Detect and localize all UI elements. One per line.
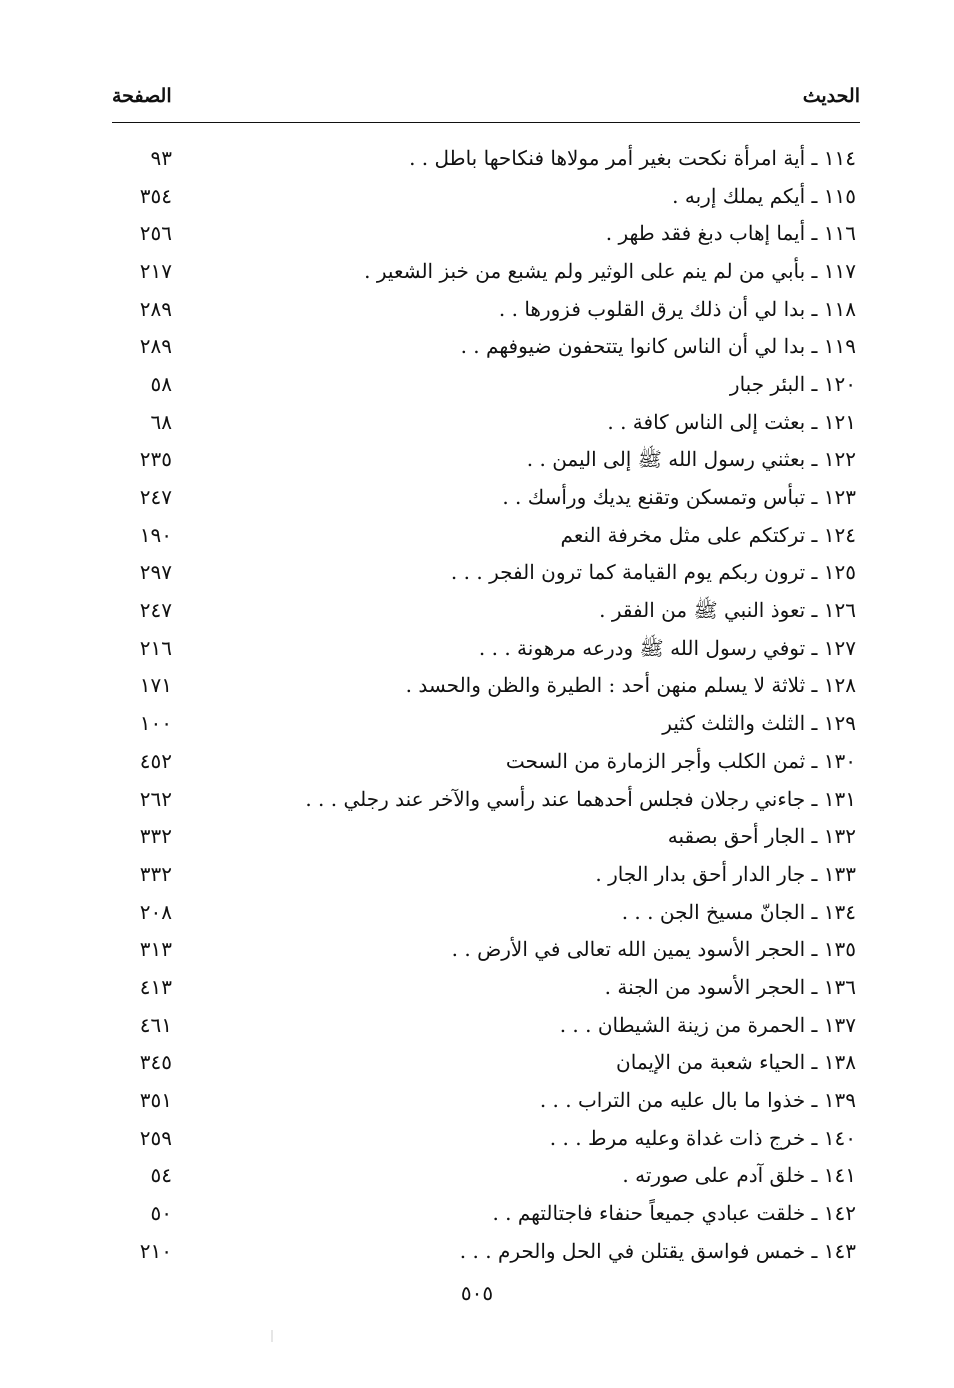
hadith-text: ١١٩ ـ بدا لي أن الناس كانوا يتتحفون ضيوفهم . .	[460, 334, 856, 359]
page-reference: ٤٦١	[139, 1012, 172, 1037]
page-reference: ٣١٣	[139, 937, 172, 962]
table-header	[112, 78, 860, 114]
index-entry	[112, 554, 860, 592]
hadith-text: ١٢٥ ـ ترون ربكم يوم القيامة كما ترون الفجر . . .	[450, 560, 856, 585]
index-entry	[112, 290, 860, 328]
page-reference: ٣٤٥	[139, 1050, 172, 1075]
hadith-text: ١٢٦ ـ تعوذ النبي ﷺ من الفقر .	[599, 598, 856, 623]
page-reference: ٢٠٨	[139, 899, 172, 924]
scan-mark	[271, 1330, 273, 1342]
hadith-text: ١٢٧ ـ توفي رسول الله ﷺ ودرعه مرهونة . . .	[478, 635, 856, 660]
page-reference: ٣٣٢	[139, 861, 172, 886]
page-reference: ٥٨	[150, 371, 172, 396]
page-number: ٥٠٥	[460, 1281, 494, 1305]
index-entry	[112, 930, 860, 968]
index-entry	[112, 780, 860, 818]
index-entry	[112, 855, 860, 893]
page-reference: ٢٤٧	[139, 598, 172, 623]
hadith-text: ١٤٠ ـ خرج ذات غداة وعليه مرط . . .	[549, 1125, 856, 1150]
page-reference: ٢٦٢	[139, 786, 172, 811]
page-reference: ٦٨	[150, 409, 172, 434]
index-entry	[112, 365, 860, 403]
page-reference: ٥٤	[150, 1163, 172, 1188]
hadith-text: ١٢٩ ـ الثلث والثلث كثير	[662, 711, 856, 736]
page-column-header: الصفحة	[112, 85, 172, 107]
hadith-text: ١٢٤ ـ تركتكم على مثل مخرفة النعم	[560, 522, 856, 547]
index-entry	[112, 403, 860, 441]
page-reference: ٢٥٦	[139, 221, 172, 246]
hadith-text: ١٣٨ ـ الحياء شعبة من الإيمان	[616, 1050, 856, 1075]
index-entry	[112, 1119, 860, 1157]
hadith-text: ١٣٢ ـ الجار أحق بصقبه	[667, 824, 856, 849]
hadith-text: ١٢٨ ـ ثلاثة لا يسلم منهن أحد : الطيرة والظن والحسد .	[405, 673, 856, 698]
hadith-text: ١٢١ ـ بعثت إلى الناس كافة . .	[607, 409, 856, 434]
index-entry	[112, 817, 860, 855]
page-reference: ٥٠	[150, 1201, 172, 1226]
index-entry	[112, 1157, 860, 1195]
index-entry	[112, 327, 860, 365]
page-reference: ٢٤٧	[139, 485, 172, 510]
page-reference: ٢٨٩	[139, 296, 172, 321]
page-reference: ٣٥٤	[139, 183, 172, 208]
page-reference: ١٧١	[139, 673, 172, 698]
hadith-text: ١٣٥ ـ الحجر الأسود يمين الله تعالى في الأرض . .	[451, 937, 856, 962]
index-entry	[112, 968, 860, 1006]
index-entry	[112, 893, 860, 931]
page-reference: ٢٩٧	[139, 560, 172, 585]
page-reference: ٩٣	[150, 145, 172, 170]
index-entry	[112, 1194, 860, 1232]
index-entry	[112, 667, 860, 705]
hadith-text: ١١٤ ـ أية امرأة نكحت بغير أمر مولاها فنكاحها باطل . .	[409, 145, 856, 170]
page-reference: ٢٣٥	[139, 447, 172, 472]
page-reference: ١٠٠	[139, 711, 172, 736]
page-reference: ٣٥١	[139, 1088, 172, 1113]
page-reference: ٤٥٢	[139, 748, 172, 773]
index-entry	[112, 441, 860, 479]
page-reference: ٤١٣	[139, 974, 172, 999]
page-reference: ٢١٧	[139, 258, 172, 283]
index-entry	[112, 177, 860, 215]
hadith-text: ١٤١ ـ خلق آدم على صورته .	[622, 1163, 856, 1188]
hadith-text: ١١٨ ـ بدا لي أن ذلك يرق القلوب فزورها . .	[498, 296, 856, 321]
hadith-text: ١٣٠ ـ ثمن الكلب وأجر الزمارة من السحت	[505, 748, 856, 773]
index-entry	[112, 1081, 860, 1119]
index-entry	[112, 742, 860, 780]
hadith-text: ١١٧ ـ بأبي من لم ينم على الوثير ولم يشبع من خبز الشعير .	[364, 258, 856, 283]
hadith-text: ١٣٦ ـ الحجر الأسود من الجنة .	[604, 974, 856, 999]
hadith-text: ١١٥ ـ أيكم يملك إربه .	[672, 183, 856, 208]
hadith-text: ١٣٩ ـ خذوا ما بال عليه من التراب . . .	[539, 1088, 856, 1113]
index-entry	[112, 478, 860, 516]
hadith-text: ١٢٣ ـ تبأس وتمسكن وتقنع يديك ورأسك . .	[502, 485, 856, 510]
hadith-text: ١٤٣ ـ خمس فواسق يقتلن في الحل والحرم . . .	[459, 1238, 856, 1263]
index-entry	[112, 516, 860, 554]
hadith-text: ١٣٧ ـ الحمرة من زينة الشيطان . . .	[559, 1012, 856, 1037]
index-entry	[112, 139, 860, 177]
hadith-text: ١٢٢ ـ بعثني رسول الله ﷺ إلى اليمن . .	[526, 447, 856, 472]
index-entry	[112, 1044, 860, 1082]
page-reference: ٢١٦	[139, 635, 172, 660]
hadith-text: ١٣١ ـ جاءني رجلان فجلس أحدهما عند رأسي والآخر عند رجلي . . .	[305, 786, 856, 811]
hadith-index-list	[112, 139, 860, 1270]
hadith-text: ١٢٠ ـ البئر جبار	[729, 371, 856, 396]
index-entry	[112, 704, 860, 742]
index-entry	[112, 252, 860, 290]
index-entry	[112, 1006, 860, 1044]
page-reference: ١٩٠	[139, 522, 172, 547]
page-reference: ٢١٠	[139, 1238, 172, 1263]
page-reference: ٢٥٩	[139, 1125, 172, 1150]
index-entry	[112, 591, 860, 629]
index-entry	[112, 629, 860, 667]
page-reference: ٢٨٩	[139, 334, 172, 359]
header-rule	[112, 122, 860, 123]
hadith-text: ١٣٤ ـ الجانّ مسيخ الجن . . .	[621, 899, 856, 924]
hadith-text: ١١٦ ـ أيما إهاب دبغ فقد طهر .	[605, 221, 856, 246]
index-entry	[112, 214, 860, 252]
page-reference: ٣٣٢	[139, 824, 172, 849]
hadith-column-header: الحديث	[802, 85, 860, 107]
index-entry	[112, 1232, 860, 1270]
hadith-text: ١٤٢ ـ خلقت عبادي جميعاً حنفاء فاجتالتهم . .	[492, 1201, 856, 1226]
hadith-text: ١٣٣ ـ جار الدار أحق بدار الجار .	[595, 861, 856, 886]
